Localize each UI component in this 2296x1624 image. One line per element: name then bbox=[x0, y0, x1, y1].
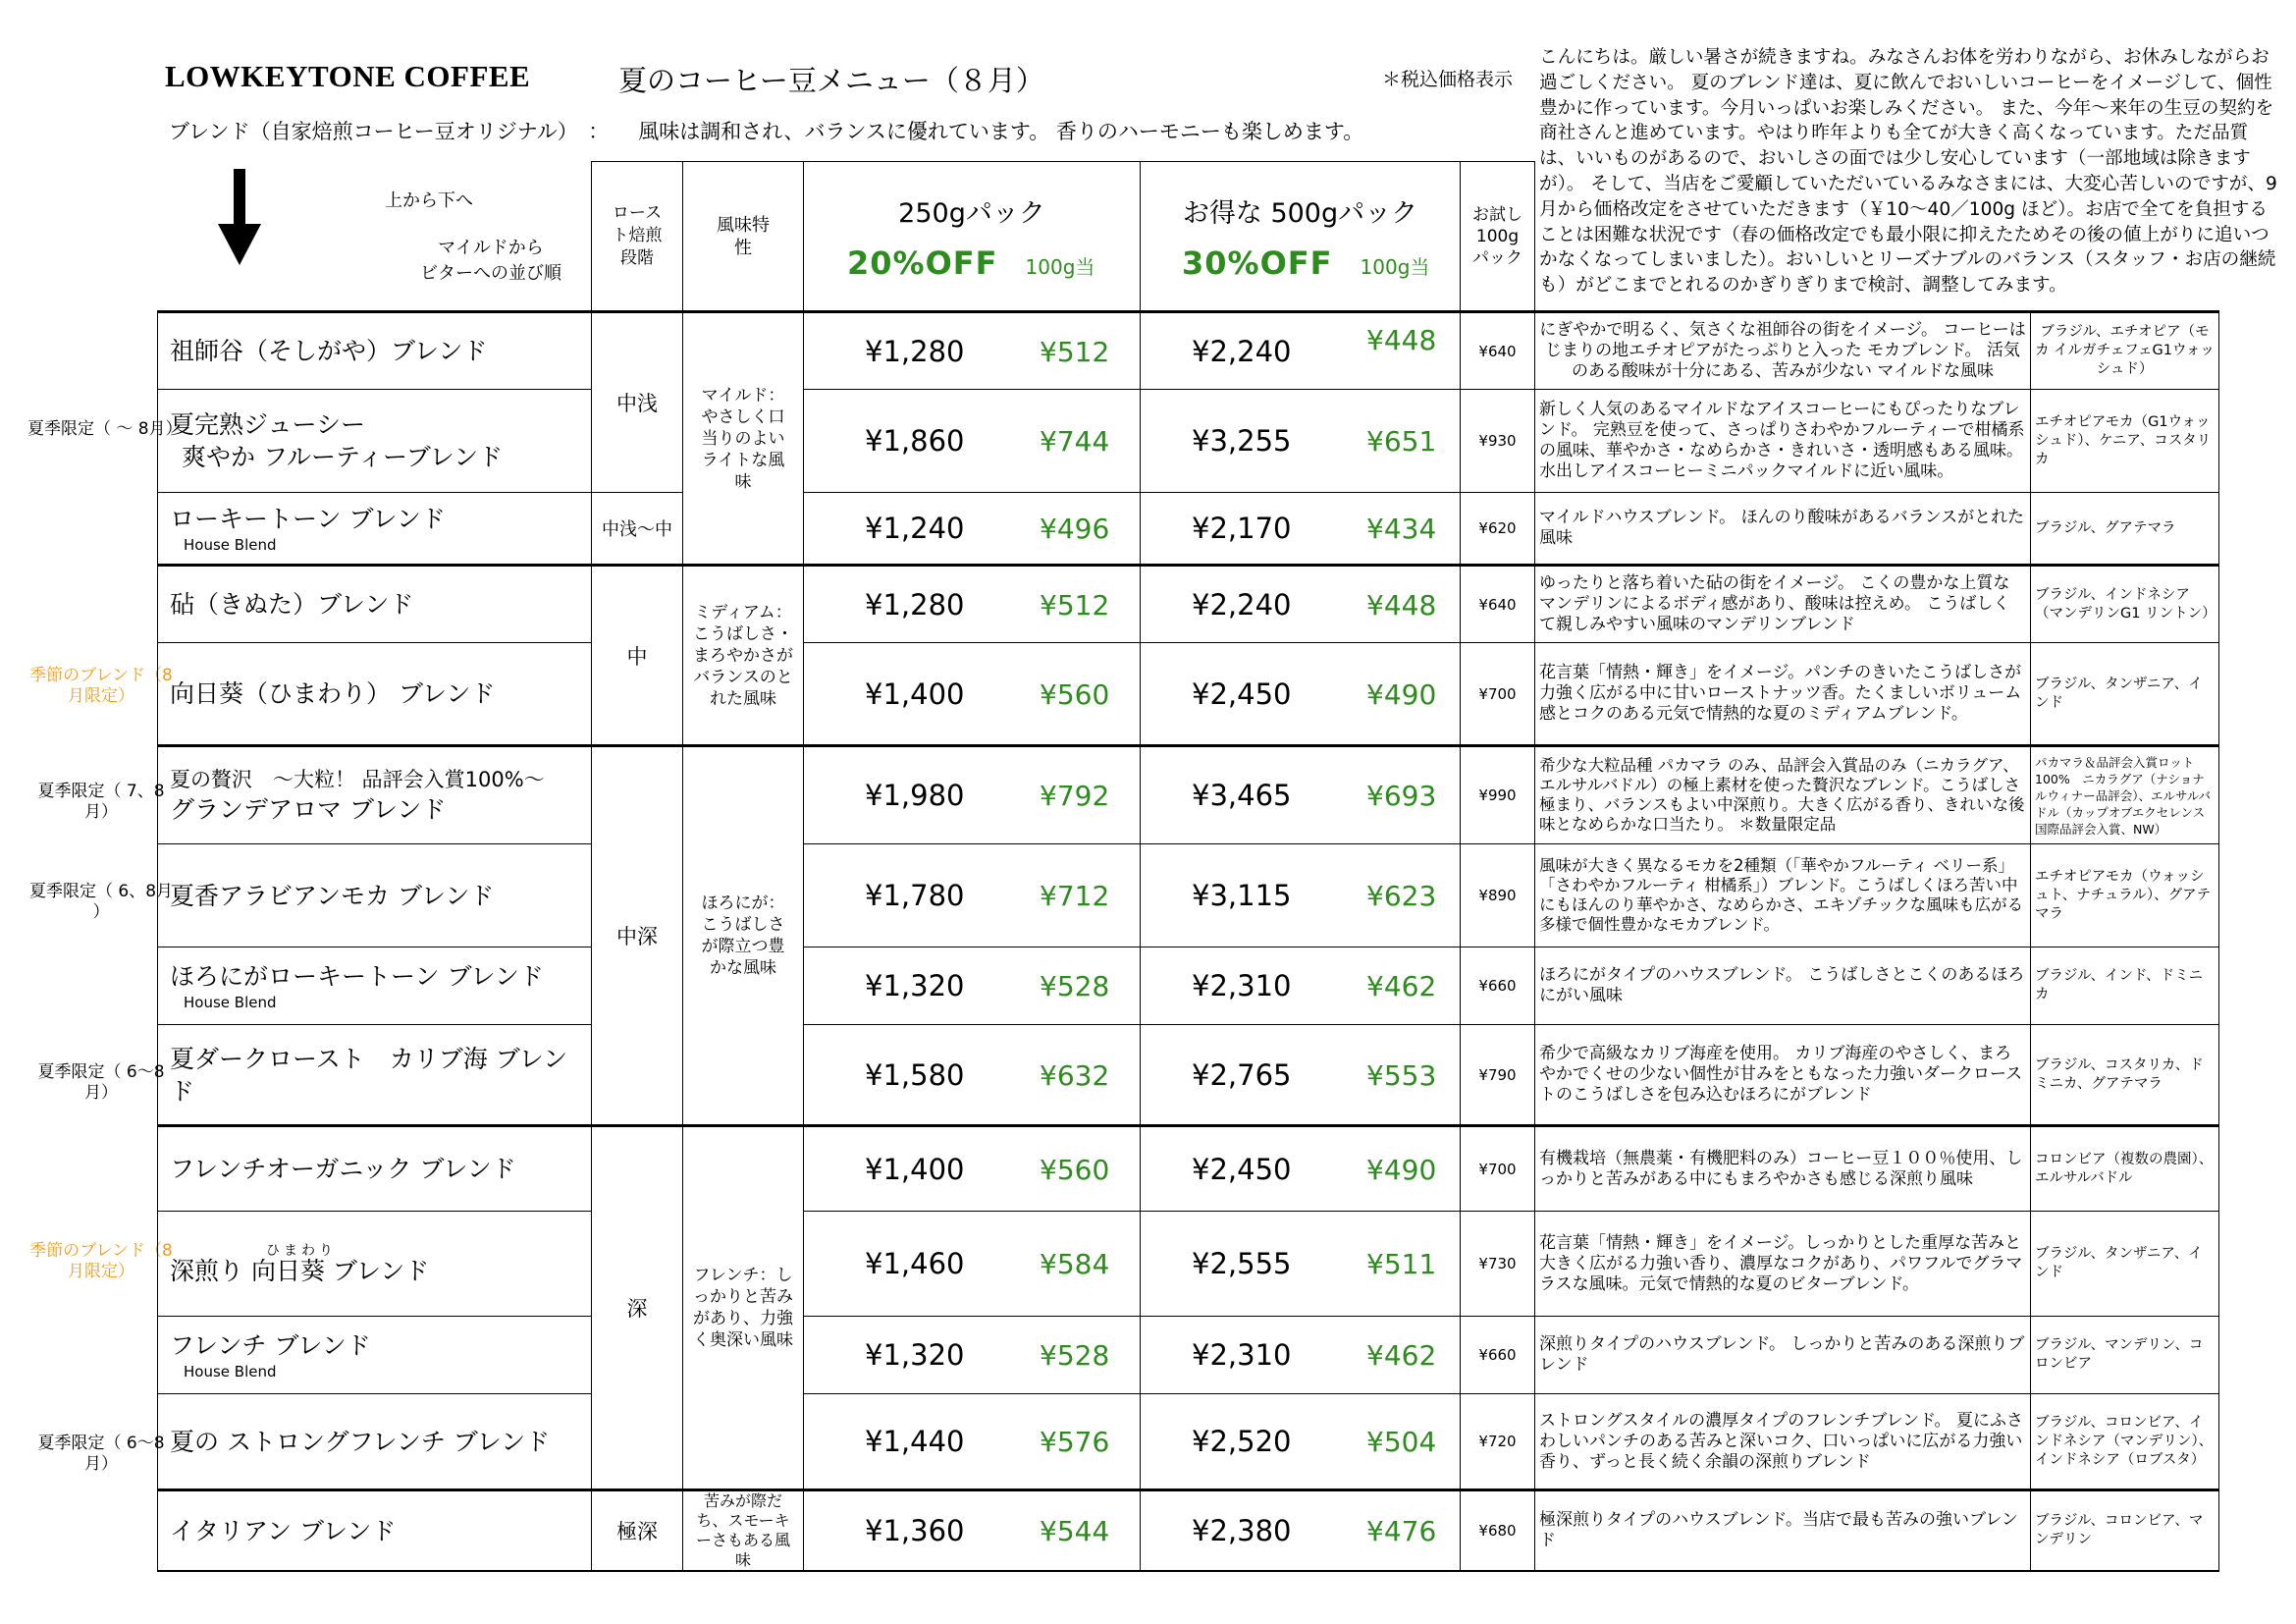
price-250g bbox=[804, 566, 1141, 643]
price-500g-per100: ¥448 bbox=[1366, 588, 1437, 622]
trial-price: ¥790 bbox=[1461, 1025, 1535, 1126]
flavor-profile: ミディアム：こうばしさ・まろやかさがバランスのとれた風味 bbox=[683, 566, 804, 746]
price-500g-total: ¥3,465 bbox=[1192, 779, 1292, 812]
bean-origin: ブラジル、インドネシア（マンデリンG1 リントン） bbox=[2031, 566, 2219, 643]
trial-price: ¥660 bbox=[1461, 947, 1535, 1025]
price-500g-per100: ¥693 bbox=[1366, 780, 1437, 812]
price-500g-per100: ¥434 bbox=[1366, 513, 1437, 545]
price-250g-total: ¥1,440 bbox=[865, 1425, 965, 1458]
table-row bbox=[158, 493, 2219, 566]
product-name: 向日葵（ひまわり） ブレンド bbox=[158, 643, 592, 746]
per-100g-label: 100g当 bbox=[1360, 254, 1430, 279]
product-name bbox=[158, 390, 592, 493]
bean-origin: ブラジル、タンザニア、インド bbox=[2031, 1212, 2219, 1317]
product-name-line2: 爽やか フルーティーブレンド bbox=[182, 443, 504, 471]
price-500g-total: ¥2,765 bbox=[1192, 1057, 1292, 1092]
product-name: 夏の ストロングフレンチ ブレンド bbox=[158, 1394, 592, 1490]
price-250g bbox=[804, 1394, 1141, 1490]
roast-level: 中深 bbox=[592, 746, 683, 1126]
pack-500-label: お得な 500gパック bbox=[1182, 197, 1418, 229]
price-250g-per100: ¥584 bbox=[1040, 1248, 1110, 1280]
table-row bbox=[158, 1394, 2219, 1490]
product-name bbox=[158, 746, 592, 844]
price-250g-total: ¥1,280 bbox=[865, 587, 965, 622]
price-250g-total: ¥1,860 bbox=[865, 424, 965, 458]
price-250g-total: ¥1,280 bbox=[865, 334, 965, 368]
price-250g-per100: ¥512 bbox=[1040, 335, 1110, 368]
price-250g-per100: ¥560 bbox=[1040, 677, 1110, 711]
roast-level: 中浅～中 bbox=[592, 493, 683, 566]
discount-20-label: 20%OFF bbox=[847, 244, 998, 282]
price-500g-total: ¥2,310 bbox=[1192, 969, 1292, 1002]
price-250g bbox=[804, 1212, 1141, 1317]
bean-origin: ブラジル、エチオピア（モカ イルガチェフェG1ウォッシュド） bbox=[2031, 312, 2219, 390]
price-500g-per100: ¥490 bbox=[1366, 677, 1437, 711]
product-name-text: 深煎り 向日葵 ブレンド bbox=[170, 1256, 430, 1285]
price-250g-per100: ¥744 bbox=[1040, 425, 1110, 458]
trial-price: ¥730 bbox=[1461, 1212, 1535, 1317]
trial-price: ¥680 bbox=[1461, 1490, 1535, 1572]
product-subtitle: House Blend bbox=[184, 1362, 277, 1380]
flavor-profile: 苦みが際だち、スモーキーさもある風味 bbox=[683, 1490, 804, 1572]
price-500g-total: ¥3,255 bbox=[1192, 424, 1292, 458]
column-header-roast: ロースト焙煎段階 bbox=[592, 162, 683, 312]
discount-30-label: 30%OFF bbox=[1182, 244, 1333, 282]
table-row bbox=[158, 947, 2219, 1025]
per-100g-label: 100g当 bbox=[1025, 254, 1095, 279]
price-500g-total: ¥2,450 bbox=[1192, 677, 1292, 711]
price-500g-total: ¥2,240 bbox=[1192, 334, 1292, 368]
product-description: ゆったりと落ち着いた砧の街をイメージ。 こくの豊かな上質なマンデリンによるボディ感があり、酸味は控えめ。 こうばしくて親しみやすい風味のマンデリンブレンド bbox=[1535, 566, 2031, 643]
tax-note: ＊税込価格表示 bbox=[1382, 69, 1514, 90]
menu-title: 夏のコーヒー豆メニュー（８月） bbox=[618, 64, 1044, 97]
name-reading: ひまわり bbox=[266, 1242, 337, 1259]
product-name bbox=[158, 493, 592, 566]
product-name-line1: 夏の贅沢 ～大粒！ 品評会入賞100%～ bbox=[170, 767, 545, 791]
blend-subtitle bbox=[169, 116, 1363, 145]
price-250g-total: ¥1,780 bbox=[865, 879, 965, 912]
price-500g-per100: ¥623 bbox=[1366, 880, 1437, 912]
bean-origin: ブラジル、マンデリン、コロンビア bbox=[2031, 1317, 2219, 1394]
brand-name: LOWKEYTONE COFFEE bbox=[165, 59, 531, 93]
price-500g-per100: ¥490 bbox=[1366, 1153, 1437, 1186]
product-name: イタリアン ブレンド bbox=[158, 1490, 592, 1572]
flavor-profile: ほろにが：こうばしさが際立つ豊かな風味 bbox=[683, 746, 804, 1126]
roast-level: 極深 bbox=[592, 1490, 683, 1572]
price-500g-per100: ¥448 bbox=[1366, 323, 1437, 356]
bean-origin: ブラジル、タンザニア、インド bbox=[2031, 643, 2219, 746]
price-250g bbox=[804, 1317, 1141, 1394]
price-500g-total: ¥2,170 bbox=[1192, 512, 1292, 545]
price-500g bbox=[1141, 643, 1461, 746]
bean-origin: ブラジル、コロンビア、マンデリン bbox=[2031, 1490, 2219, 1572]
product-name bbox=[158, 947, 592, 1025]
product-description: ストロングスタイルの濃厚タイプのフレンチブレンド。 夏にふさわしいパンチのある苦みと深いコク、口いっぱいに広がる力強い香り、ずっと長く続く余韻の深煎りブレンド bbox=[1535, 1394, 2031, 1490]
price-250g-total: ¥1,320 bbox=[865, 1338, 965, 1372]
table-row bbox=[158, 643, 2219, 746]
price-500g-total: ¥2,555 bbox=[1192, 1247, 1292, 1280]
price-500g bbox=[1141, 312, 1461, 390]
side-label-summer: 夏季限定（ 6、8月 ） bbox=[28, 882, 174, 922]
price-250g-per100: ¥560 bbox=[1040, 1153, 1110, 1186]
bean-origin: ブラジル、コロンビア、インドネシア（マンデリン）、インドネシア（ロブスタ） bbox=[2031, 1394, 2219, 1490]
bean-origin: コロンビア（複数の農園）、エルサルバドル bbox=[2031, 1126, 2219, 1212]
column-header-250g bbox=[804, 162, 1141, 312]
product-name-line1: ほろにがローキートーン ブレンド bbox=[170, 961, 544, 991]
product-description: 極深煎りタイプのハウスブレンド。当店で最も苦みの強いブレンド bbox=[1535, 1490, 2031, 1572]
price-250g-total: ¥1,240 bbox=[865, 512, 965, 545]
order-line-2: マイルドから bbox=[438, 238, 544, 258]
bean-origin: ブラジル、コスタリカ、ドミニカ、グアテマラ bbox=[2031, 1025, 2219, 1126]
price-500g bbox=[1141, 1212, 1461, 1317]
order-line-1: 上から下へ bbox=[385, 190, 473, 211]
price-500g-per100: ¥504 bbox=[1366, 1426, 1437, 1458]
price-500g bbox=[1141, 1126, 1461, 1212]
price-500g-total: ¥3,115 bbox=[1192, 879, 1292, 912]
price-500g bbox=[1141, 566, 1461, 643]
price-250g bbox=[804, 312, 1141, 390]
product-name-line1: 夏完熟ジューシー bbox=[170, 410, 366, 439]
price-500g-per100: ¥651 bbox=[1366, 425, 1437, 458]
price-250g bbox=[804, 493, 1141, 566]
product-subtitle: House Blend bbox=[184, 535, 277, 554]
trial-price: ¥620 bbox=[1461, 493, 1535, 566]
notice-text: こんにちは。厳しい暑さが続きますね。みなさんお体を労わりながら、お休みしながらお過ごしください。 夏のブレンド達は、夏に飲んでおいしいコーヒーをイメージして、個性豊かに作っています。今月いっぱいお楽しみください。 また、今年～来年の生豆の契約を商社さんと進めています。やはり昨年よりも全てが大きく高くなっています。ただ品質は、いいものがあるので、おいしさの面では少し安心しています（一部地域は除きますが）。 そして、当店をご愛顧していただいているみなさまには、大変心苦しいのですが、9月から価格改定をさせていただきます（￥10～40／100g ほど）。お店で全てを負担することは困難な状況です（春の価格改定でも最小限に抑えたためその後の値上がりに追いつかなくなってしまいました）。おいしいとリーズナブルのバランス（スタッフ・お店の継続も）がどこまでとれるのかぎりぎりまで検討、調整してみます。 bbox=[1539, 47, 2277, 297]
price-250g-per100: ¥528 bbox=[1040, 1339, 1110, 1372]
table-row bbox=[158, 1126, 2219, 1212]
price-500g bbox=[1141, 1394, 1461, 1490]
price-500g bbox=[1141, 1317, 1461, 1394]
flavor-profile: フレンチ：しっかりと苦みがあり、力強く奥深い風味 bbox=[683, 1126, 804, 1490]
price-250g-per100: ¥528 bbox=[1040, 970, 1110, 1002]
trial-price: ¥660 bbox=[1461, 1317, 1535, 1394]
product-name: 祖師谷（そしがや）ブレンド bbox=[158, 312, 592, 390]
price-250g-total: ¥1,400 bbox=[865, 677, 965, 711]
blend-description: 風味は調和され、バランスに優れています。 香りのハーモニーも楽しめます。 bbox=[638, 120, 1364, 143]
bean-origin: パカマラ＆品評会入賞ロット100% ニカラグア（ナショナルウィナー品評会）、エルサルバドル（カップオブエクセレンス国際品評会入賞、NW） bbox=[2031, 746, 2219, 844]
product-description: 希少で高級なカリブ海産を使用。 カリブ海産のやさしく、まろやかでくせの少ない個性が甘みをともなった力強いダークローストのこうばしさを包み込むほろにがブレンド bbox=[1535, 1025, 2031, 1126]
price-250g bbox=[804, 844, 1141, 947]
blend-label: ブレンド（自家焙煎コーヒー豆オリジナル） ： bbox=[169, 120, 610, 143]
price-500g-per100: ¥462 bbox=[1366, 970, 1437, 1002]
roast-level: 中浅 bbox=[592, 312, 683, 493]
product-name: 夏ダークロースト カリブ海 ブレンド bbox=[158, 1025, 592, 1126]
product-name-line1: フレンチ ブレンド bbox=[170, 1330, 371, 1360]
price-500g-total: ¥2,450 bbox=[1192, 1152, 1292, 1186]
table-row bbox=[158, 844, 2219, 947]
product-description: 有機栽培（無農薬・有機肥料のみ）コーヒー豆１００％使用、しっかりと苦みがある中にもまろやかさも感じる深煎り風味 bbox=[1535, 1126, 2031, 1212]
table-row bbox=[158, 746, 2219, 844]
trial-price: ¥640 bbox=[1461, 566, 1535, 643]
price-250g-total: ¥1,580 bbox=[865, 1057, 965, 1092]
column-header-500g bbox=[1141, 162, 1461, 312]
price-500g-total: ¥2,380 bbox=[1192, 1514, 1292, 1547]
table-row bbox=[158, 390, 2219, 493]
price-500g-per100: ¥511 bbox=[1366, 1248, 1437, 1280]
price-500g bbox=[1141, 493, 1461, 566]
price-500g-total: ¥2,310 bbox=[1192, 1338, 1292, 1372]
price-250g bbox=[804, 390, 1141, 493]
bean-origin: エチオピアモカ（G1ウォッシュド）、ケニア、コスタリカ bbox=[2031, 390, 2219, 493]
price-250g bbox=[804, 746, 1141, 844]
bean-origin: ブラジル、インド、ドミニカ bbox=[2031, 947, 2219, 1025]
price-250g bbox=[804, 1025, 1141, 1126]
price-250g-total: ¥1,980 bbox=[865, 779, 965, 812]
column-header-trial: お試し100gパック bbox=[1461, 162, 1535, 312]
product-description: 新しく人気のあるマイルドなアイスコーヒーにもぴったりなブレンド。 完熟豆を使って、さっぱりさわやかフルーティーで柑橘系の風味、華やかさ・なめらかさ・きれいさ・透明感もある風味。水出しアイスコーヒーミニパックマイルドに近い風味。 bbox=[1535, 390, 2031, 493]
table-row bbox=[158, 566, 2219, 643]
price-250g-total: ¥1,460 bbox=[865, 1247, 965, 1280]
product-name-ruby bbox=[170, 1242, 430, 1287]
product-name: 夏香アラビアンモカ ブレンド bbox=[158, 844, 592, 947]
table-row bbox=[158, 1212, 2219, 1317]
side-label-summer: 夏季限定（ 7、8月） bbox=[37, 782, 165, 822]
price-250g-per100: ¥632 bbox=[1040, 1058, 1110, 1092]
price-500g-per100: ¥553 bbox=[1366, 1058, 1437, 1092]
price-250g-per100: ¥792 bbox=[1040, 780, 1110, 812]
roast-level: 深 bbox=[592, 1126, 683, 1490]
product-description: 希少な大粒品種 パカマラ のみ、品評会入賞品のみ（ニカラグア、エルサルバドル）の極上素材を使った贅沢なブレンド。こうばしさ極まり、バランスもよい中深煎り。大きく広がる香り、きれいな後味となめらかな口当たり。 ＊数量限定品 bbox=[1535, 746, 2031, 844]
price-500g-per100: ¥462 bbox=[1366, 1339, 1437, 1372]
price-250g-per100: ¥496 bbox=[1040, 513, 1110, 545]
pack-250-label: 250gパック bbox=[898, 197, 1045, 229]
product-name-line1: ローキートーン ブレンド bbox=[170, 504, 446, 533]
price-250g bbox=[804, 643, 1141, 746]
roast-level: 中 bbox=[592, 566, 683, 746]
price-250g bbox=[804, 947, 1141, 1025]
price-500g bbox=[1141, 390, 1461, 493]
price-250g-per100: ¥544 bbox=[1040, 1515, 1110, 1547]
order-line-3: ビターへの並び順 bbox=[420, 263, 561, 284]
product-subtitle: House Blend bbox=[184, 993, 277, 1011]
side-label-summer: 夏季限定（ 6～8月） bbox=[37, 1434, 165, 1474]
product-description: 花言葉「情熱・輝き」をイメージ。しっかりとした重厚な苦みと大きく広がる力強い香り、濃厚なコクがあり、パワフルでグラマラスな風味。元気で情熱的な夏のビターブレンド。 bbox=[1535, 1212, 2031, 1317]
product-description: ほろにがタイプのハウスブレンド。 こうばしさとこくのあるほろにがい風味 bbox=[1535, 947, 2031, 1025]
product-name-line2: グランデアロマ ブレンド bbox=[170, 794, 447, 824]
price-250g bbox=[804, 1126, 1141, 1212]
product-name bbox=[158, 1317, 592, 1394]
trial-price: ¥700 bbox=[1461, 1126, 1535, 1212]
price-250g-total: ¥1,320 bbox=[865, 969, 965, 1002]
price-500g bbox=[1141, 746, 1461, 844]
price-250g-per100: ¥576 bbox=[1040, 1426, 1110, 1458]
product-description: 風味が大きく異なるモカを2種類（「華やかフルーティ ベリー系」「さわやかフルーティ 柑橘系」）ブレンド。こうばしくほろ苦い中にもほんのり華やかさ、なめらかさ、エキゾチックな風味も広がる多様で個性豊かなモカブレンド。 bbox=[1535, 844, 2031, 947]
price-500g bbox=[1141, 844, 1461, 947]
side-label-summer: 夏季限定（ 6～8月） bbox=[37, 1062, 165, 1103]
bean-origin: ブラジル、グアテマラ bbox=[2031, 493, 2219, 566]
price-table bbox=[157, 161, 2219, 1572]
table-row bbox=[158, 312, 2219, 390]
trial-price: ¥930 bbox=[1461, 390, 1535, 493]
table-row bbox=[158, 1025, 2219, 1126]
product-name bbox=[158, 1212, 592, 1317]
trial-price: ¥890 bbox=[1461, 844, 1535, 947]
bean-origin: エチオピアモカ（ウォッシュト、ナチュラル）、グアテマラ bbox=[2031, 844, 2219, 947]
price-250g-total: ¥1,400 bbox=[865, 1152, 965, 1186]
product-description: にぎやかで明るく、気さくな祖師谷の街をイメージ。 コーヒーはじまりの地エチオピアがたっぷりと入った モカブレンド。 活気のある酸味が十分にある、苦みが少ない マイルドな風味 bbox=[1535, 312, 2031, 390]
product-description: 深煎りタイプのハウスブレンド。 しっかりと苦みのある深煎りブレンド bbox=[1535, 1317, 2031, 1394]
side-label-season: 季節のブレンド（8月限定） bbox=[29, 666, 173, 706]
column-header-flavor: 風味特性 bbox=[683, 162, 804, 312]
trial-price: ¥640 bbox=[1461, 312, 1535, 390]
trial-price: ¥700 bbox=[1461, 643, 1535, 746]
product-description: 花言葉「情熱・輝き」をイメージ。パンチのきいたこうばしさが力強く広がる中に甘いローストナッツ香。たくましいボリューム感とコクのある元気で情熱的な夏のミディアムブレンド。 bbox=[1535, 643, 2031, 746]
flavor-profile: マイルド：やさしく口当りのよいライトな風味 bbox=[683, 312, 804, 566]
price-500g-total: ¥2,240 bbox=[1192, 587, 1292, 622]
trial-price: ¥990 bbox=[1461, 746, 1535, 844]
side-label-season: 季節のブレンド（8月限定） bbox=[29, 1241, 173, 1281]
price-250g bbox=[804, 1490, 1141, 1572]
price-500g-per100: ¥476 bbox=[1366, 1515, 1437, 1547]
price-500g bbox=[1141, 947, 1461, 1025]
table-row bbox=[158, 1490, 2219, 1572]
price-500g bbox=[1141, 1490, 1461, 1572]
table-row bbox=[158, 1317, 2219, 1394]
price-500g-total: ¥2,520 bbox=[1192, 1425, 1292, 1458]
price-250g-per100: ¥712 bbox=[1040, 880, 1110, 912]
product-name: 砧（きぬた）ブレンド bbox=[158, 566, 592, 643]
price-250g-per100: ¥512 bbox=[1040, 588, 1110, 622]
price-500g bbox=[1141, 1025, 1461, 1126]
trial-price: ¥720 bbox=[1461, 1394, 1535, 1490]
side-label-summer: 夏季限定（ ～ 8月） bbox=[27, 419, 183, 439]
product-name: フレンチオーガニック ブレンド bbox=[158, 1126, 592, 1212]
price-250g-total: ¥1,360 bbox=[865, 1514, 965, 1547]
product-description: マイルドハウスブレンド。 ほんのり酸味があるバランスがとれた風味 bbox=[1535, 493, 2031, 566]
table-header-row bbox=[158, 162, 2219, 312]
